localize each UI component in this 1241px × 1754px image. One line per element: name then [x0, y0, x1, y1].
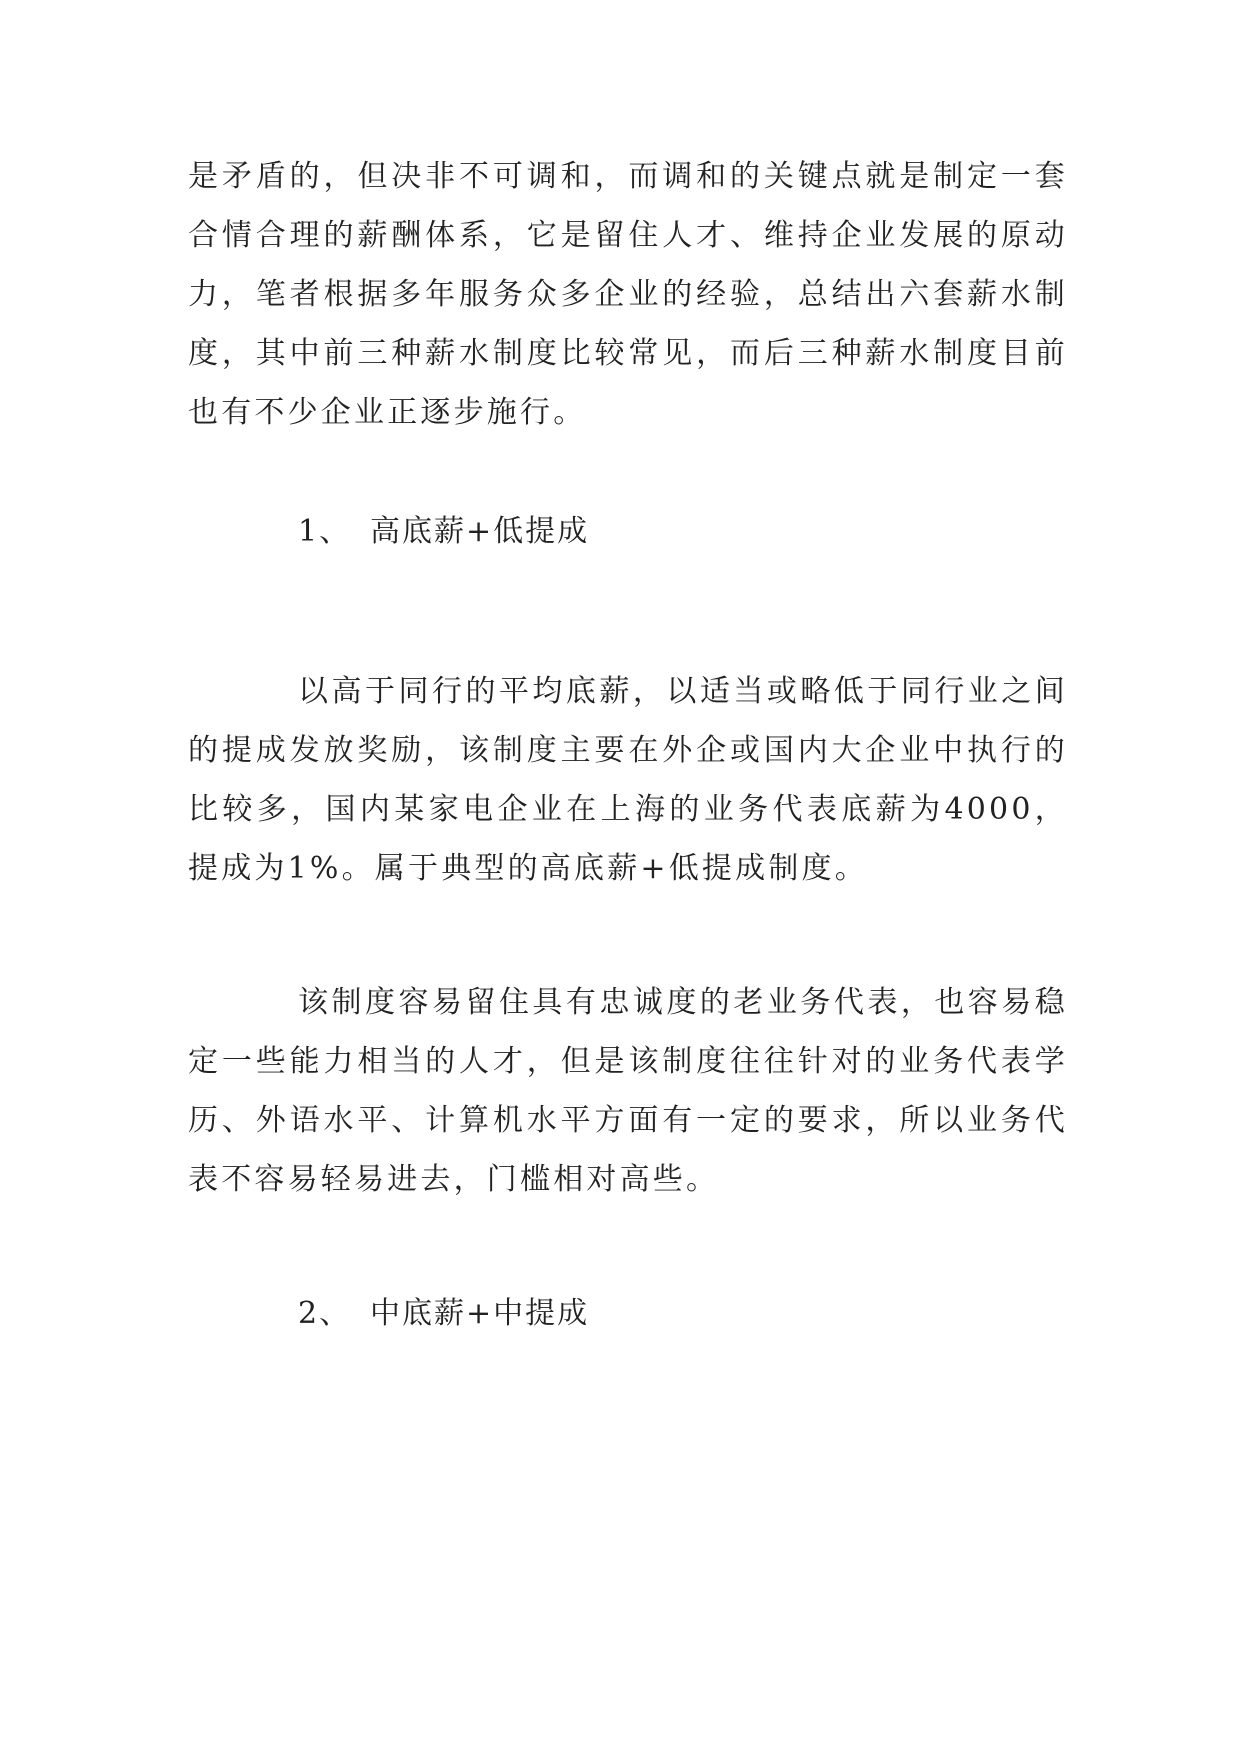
section-title-1: 高底薪+低提成: [370, 514, 590, 549]
intro-paragraph: 是矛盾的，但决非不可调和，而调和的关键点就是制定一套合情合理的薪酬体系，它是留住人才、维持企业发展的原动力，笔者根据多年服务众多企业的经验，总结出六套薪水制度，其中前三种薪水制度比较常见，而后三种薪水制度目前也有不少企业正逐步施行。: [188, 159, 1068, 430]
section-number-1: 1、: [298, 514, 352, 549]
section-number-2: 2、: [298, 1296, 352, 1331]
section-heading-1: [298, 502, 589, 561]
section-title-2: 中底薪+中提成: [370, 1296, 590, 1331]
section-1-paragraph-1: 以高于同行的平均底薪，以适当或略低于同行业之间的提成发放奖励，该制度主要在外企或国内大企业中执行的比较多，国内某家电企业在上海的业务代表底薪为4000，提成为1%。属于典型的高底薪+低提成制度。: [188, 674, 1068, 886]
section-heading-2: [298, 1284, 589, 1343]
section-1-paragraph-2: 该制度容易留住具有忠诚度的老业务代表，也容易稳定一些能力相当的人才，但是该制度往往针对的业务代表学历、外语水平、计算机水平方面有一定的要求，所以业务代表不容易轻易进去，门槛相对高些。: [188, 985, 1068, 1197]
